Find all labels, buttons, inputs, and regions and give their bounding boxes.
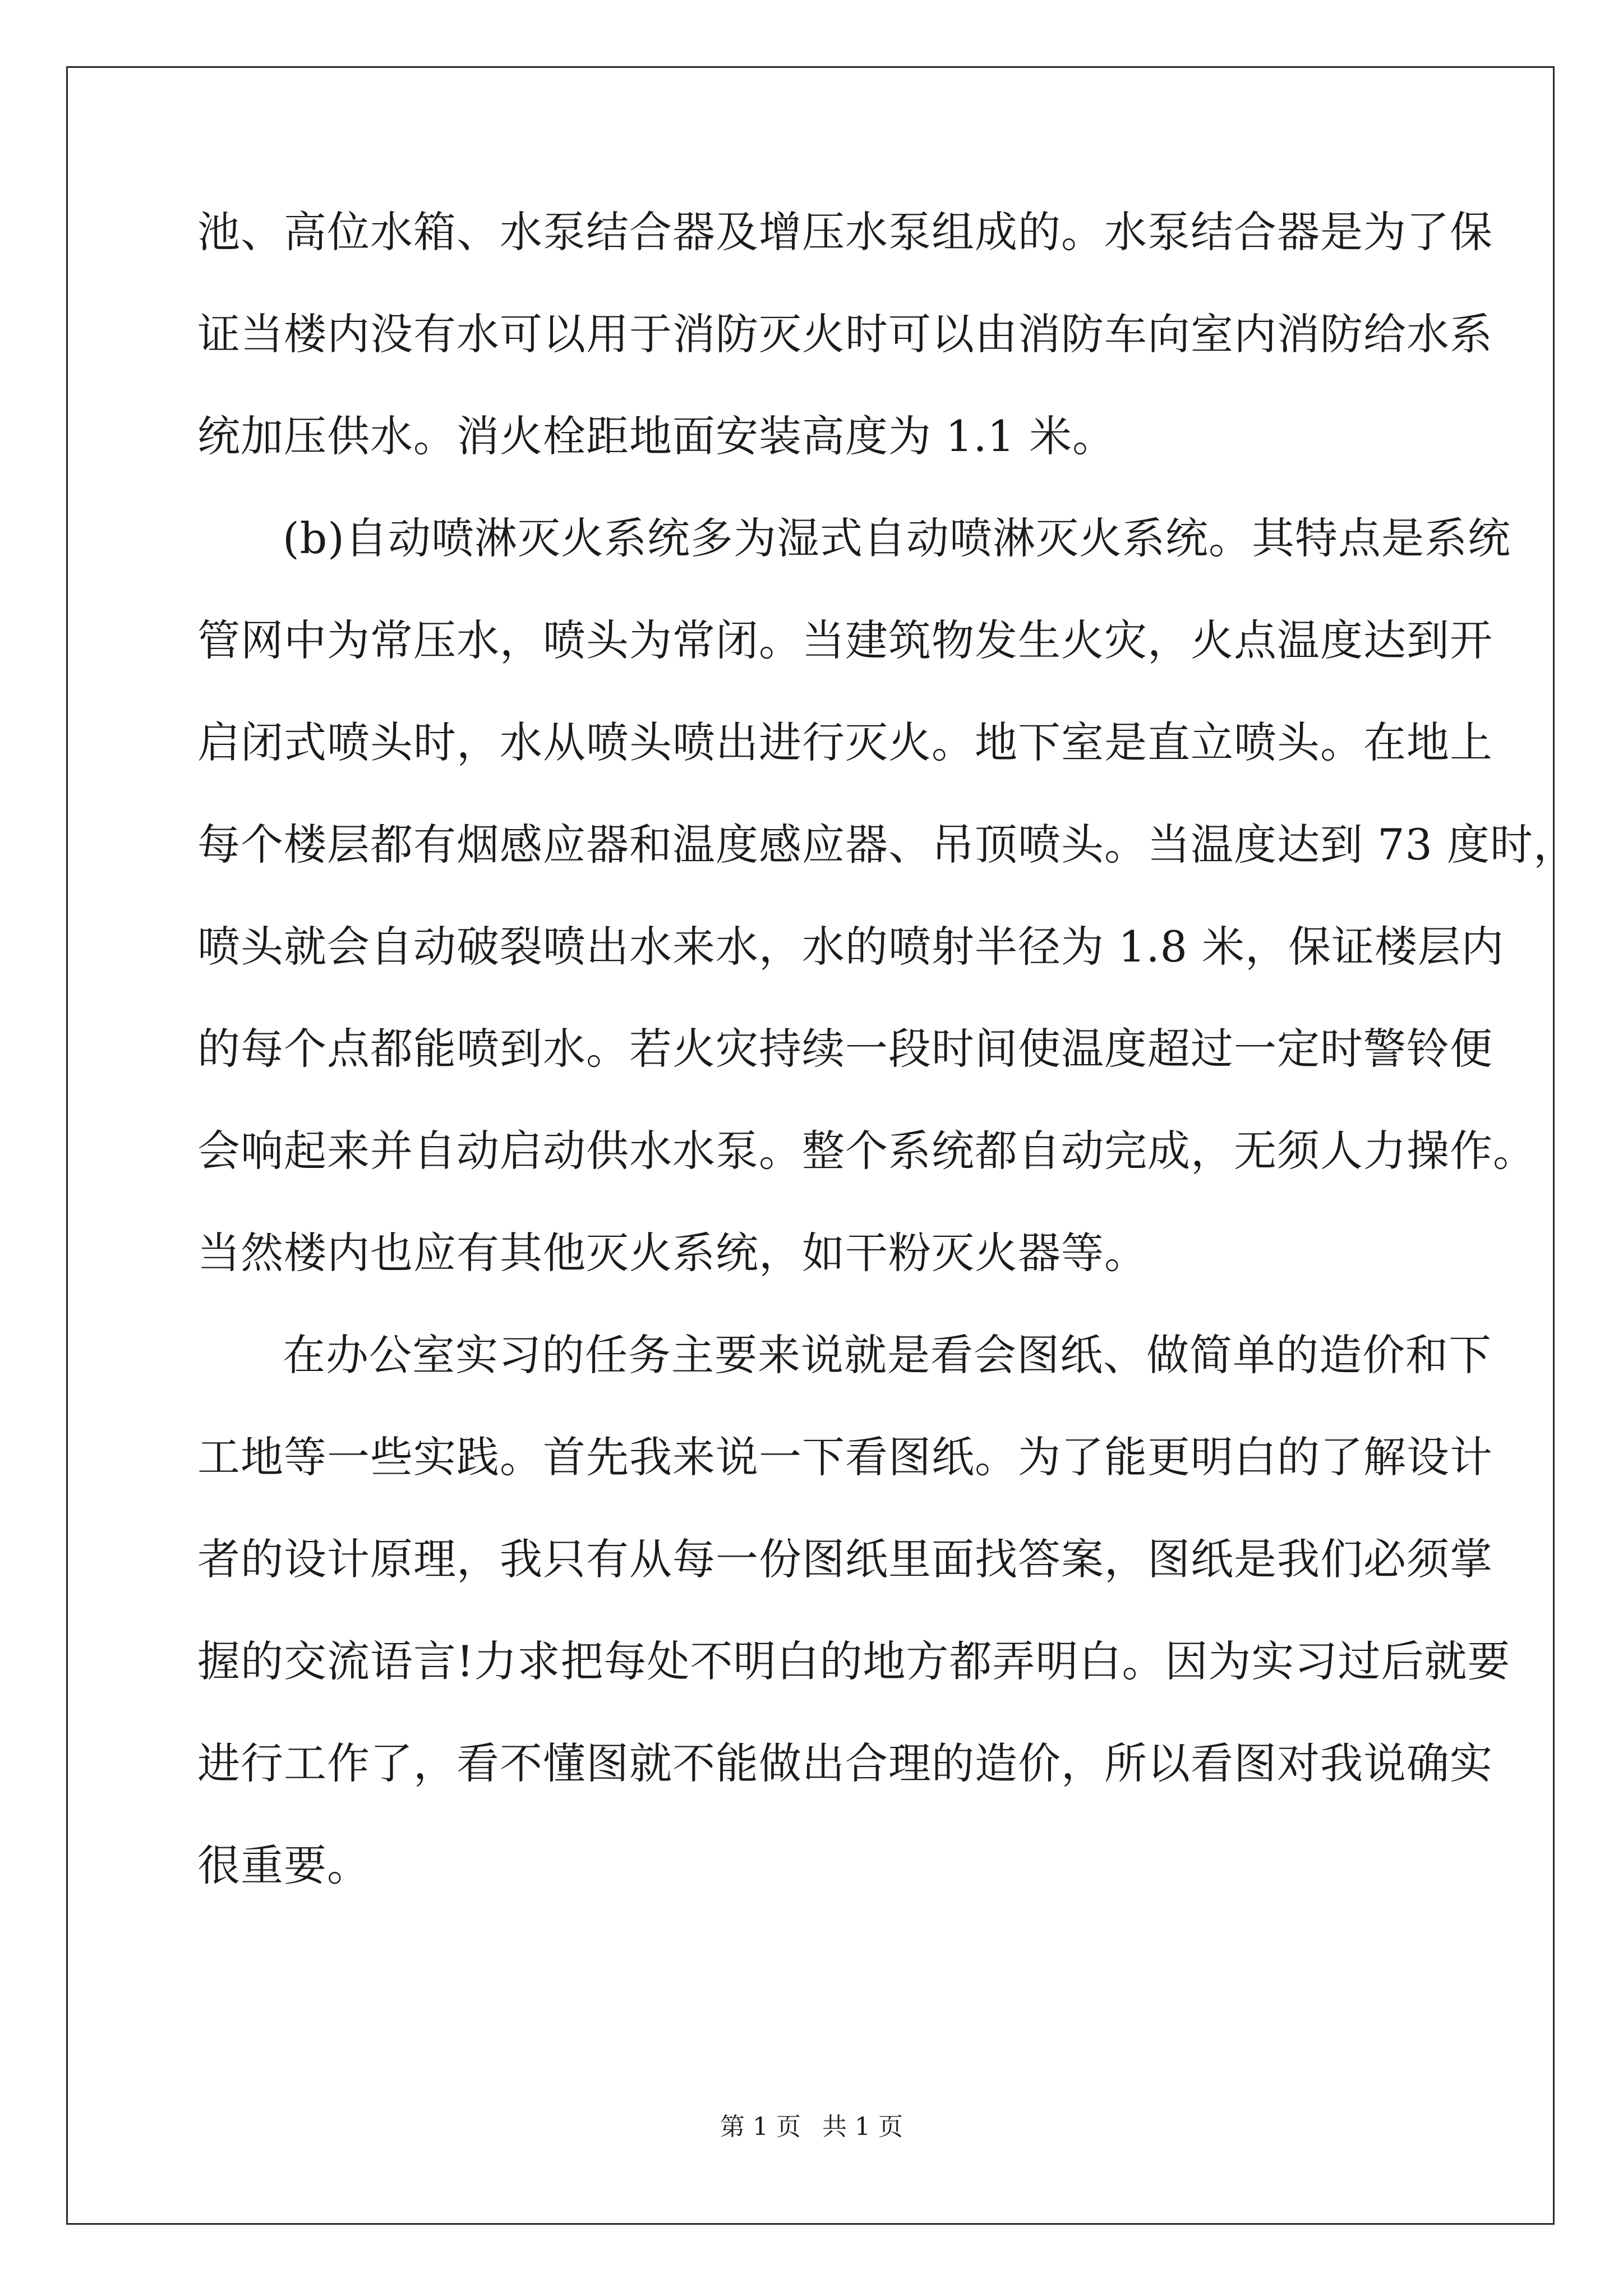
text-line: 喷头就会自动破裂喷出水来水，水的喷射半径为 1.8 米，保证楼层内 — [197, 922, 1505, 972]
text-line: 的每个点都能喷到水。若火灾持续一段时间使温度超过一定时警铃便 — [197, 1024, 1493, 1074]
text-line: 会响起来并自动启动供水水泵。整个系统都自动完成，无须人力操作。 — [197, 1126, 1536, 1176]
page-number-current: 第 1 页 — [720, 2113, 801, 2141]
text-line: 每个楼层都有烟感应器和温度感应器、吊顶喷头。当温度达到 73 度时， — [197, 820, 1577, 869]
paragraph-3 — [197, 1330, 1511, 1890]
text-line: 很重要。 — [197, 1841, 370, 1890]
text-line: 进行工作了，看不懂图就不能做出合理的造价，所以看图对我说确实 — [197, 1738, 1493, 1788]
page-footer — [0, 2114, 1623, 2141]
text-line: 统加压供水。消火栓距地面安装高度为 1.1 米。 — [197, 411, 1116, 461]
page-number-total: 共 1 页 — [822, 2113, 903, 2141]
text-line: 握的交流语言!力求把每处不明白的地方都弄明白。因为实习过后就要 — [197, 1636, 1511, 1686]
text-line: 启闭式喷头时，水从喷头喷出进行灭火。地下室是直立喷头。在地上 — [197, 717, 1493, 767]
text-line: 者的设计原理，我只有从每一份图纸里面找答案，图纸是我们必须掌 — [197, 1534, 1493, 1584]
paragraph-1 — [197, 207, 1493, 461]
text-line: 工地等一些实践。首先我来说一下看图纸。为了能更明白的了解设计 — [197, 1432, 1493, 1482]
paragraph-2 — [197, 513, 1577, 1278]
document-body — [197, 207, 1577, 1947]
text-line: (b)自动喷淋灭火系统多为湿式自动喷淋灭火系统。其特点是系统 — [283, 513, 1511, 563]
text-line: 池、高位水箱、水泵结合器及增压水泵组成的。水泵结合器是为了保 — [197, 207, 1493, 257]
text-line: 当然楼内也应有其他灭火系统，如干粉灭火器等。 — [197, 1228, 1147, 1278]
text-line: 在办公室实习的任务主要来说就是看会图纸、做简单的造价和下 — [283, 1330, 1492, 1380]
text-line: 证当楼内没有水可以用于消防灭火时可以由消防车向室内消防给水系 — [197, 309, 1493, 359]
text-line: 管网中为常压水，喷头为常闭。当建筑物发生火灾，火点温度达到开 — [197, 615, 1493, 665]
